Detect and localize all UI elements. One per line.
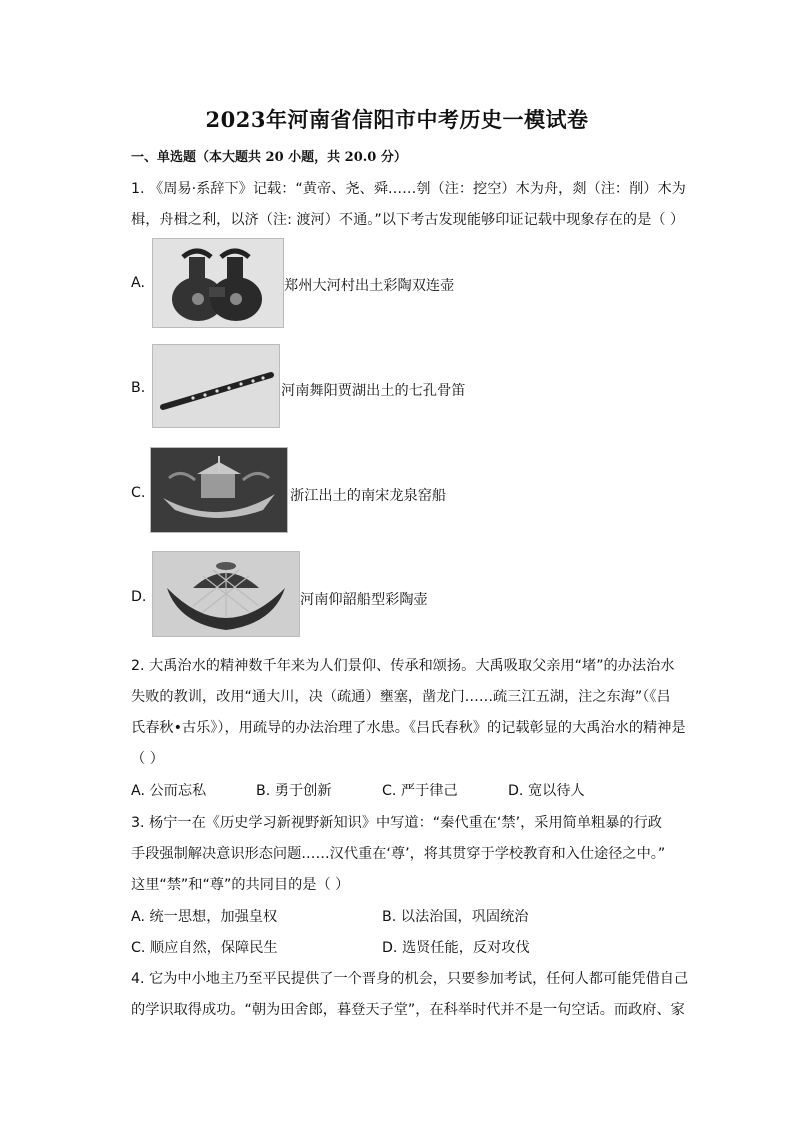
q2-choice-d[interactable]: D. 宽以待人: [508, 783, 585, 799]
q2-choice-c[interactable]: C. 严于律己: [382, 783, 458, 799]
q4-line-1: 4. 它为中小地主乃至平民提供了一个晋身的机会，只要参加考试，任何人都可能凭借自己: [131, 971, 689, 987]
q1-option-c-letter[interactable]: C.: [131, 485, 146, 501]
bone-flute-icon: [153, 345, 279, 427]
q1-option-a-text[interactable]: 郑州大河村出土彩陶双连壶: [284, 278, 455, 294]
double-jar-icon: [153, 239, 283, 327]
q3-choice-d[interactable]: D. 选贤任能，反对攻伐: [382, 940, 530, 956]
q2-line-1: 2. 大禹治水的精神数千年来为人们景仰、传承和颂扬。大禹吸取父亲用“堵”的办法治水: [131, 658, 675, 674]
q1-option-d-text[interactable]: 河南仰韶船型彩陶壶: [300, 592, 428, 608]
boat-pot-icon: [153, 552, 299, 636]
q4-line-2: 的学识取得成功。“朝为田舍郎，暮登天子堂”，在科举时代并不是一句空话。而政府、家: [131, 1002, 685, 1018]
double-jar-image: [152, 238, 284, 328]
q1-option-b-text[interactable]: 河南舞阳贾湖出土的七孔骨笛: [281, 383, 466, 399]
boat-pot-image: [152, 551, 300, 637]
q1-option-d-letter[interactable]: D.: [131, 589, 147, 605]
q2-line-3: 氏春秋•古乐》），用疏导的办法治理了水患。《吕氏春秋》的记载彰显的大禹治水的精神是: [131, 720, 686, 736]
bone-flute-image: [152, 344, 280, 428]
q2-line-4: （ ）: [131, 751, 164, 767]
q2-choice-a[interactable]: A. 公而忘私: [131, 783, 207, 799]
q3-choice-a[interactable]: A. 统一思想，加强皇权: [131, 909, 278, 925]
q1-option-c-text[interactable]: 浙江出土的南宋龙泉窑船: [290, 488, 447, 504]
q2-line-2: 失败的教训，改用“通大川，决（疏通）壅塞，凿龙门……疏三江五湖，注之东海”（《吕: [131, 689, 671, 705]
q3-line-1: 3. 杨宁一在《历史学习新视野新知识》中写道：“秦代重在‘禁’，采用简单粗暴的行政: [131, 815, 662, 831]
q3-choice-b[interactable]: B. 以法治国，巩固统治: [382, 909, 529, 925]
q3-line-3: 这里“禁”和“尊”的共同目的是（ ）: [131, 877, 350, 893]
q3-line-2: 手段强制解决意识形态问题……汉代重在‘尊’，将其贯穿于学校教育和入仕途径之中。”: [131, 846, 666, 862]
page-title: 2023年河南省信阳市中考历史一模试卷: [205, 107, 589, 132]
q2-choice-b[interactable]: B. 勇于创新: [256, 783, 332, 799]
section-heading: 一、单选题（本大题共 20 小题，共 20.0 分）: [131, 150, 407, 165]
q1-line-1: 1. 《周易·系辞下》记载：“黄帝、尧、舜……刳（注：挖空）木为舟，剡（注：削）木为: [131, 181, 686, 197]
q1-option-a-letter[interactable]: A.: [131, 275, 145, 291]
q1-option-b-letter[interactable]: B.: [131, 380, 146, 396]
boat-kiln-icon: [151, 448, 287, 532]
q1-line-2: 楫，舟楫之利，以济（注: 渡河）不通。”以下考古发现能够印证记载中现象存在的是（ ）: [131, 212, 685, 228]
boat-kiln-image: [150, 447, 288, 533]
q3-choice-c[interactable]: C. 顺应自然，保障民生: [131, 940, 278, 956]
